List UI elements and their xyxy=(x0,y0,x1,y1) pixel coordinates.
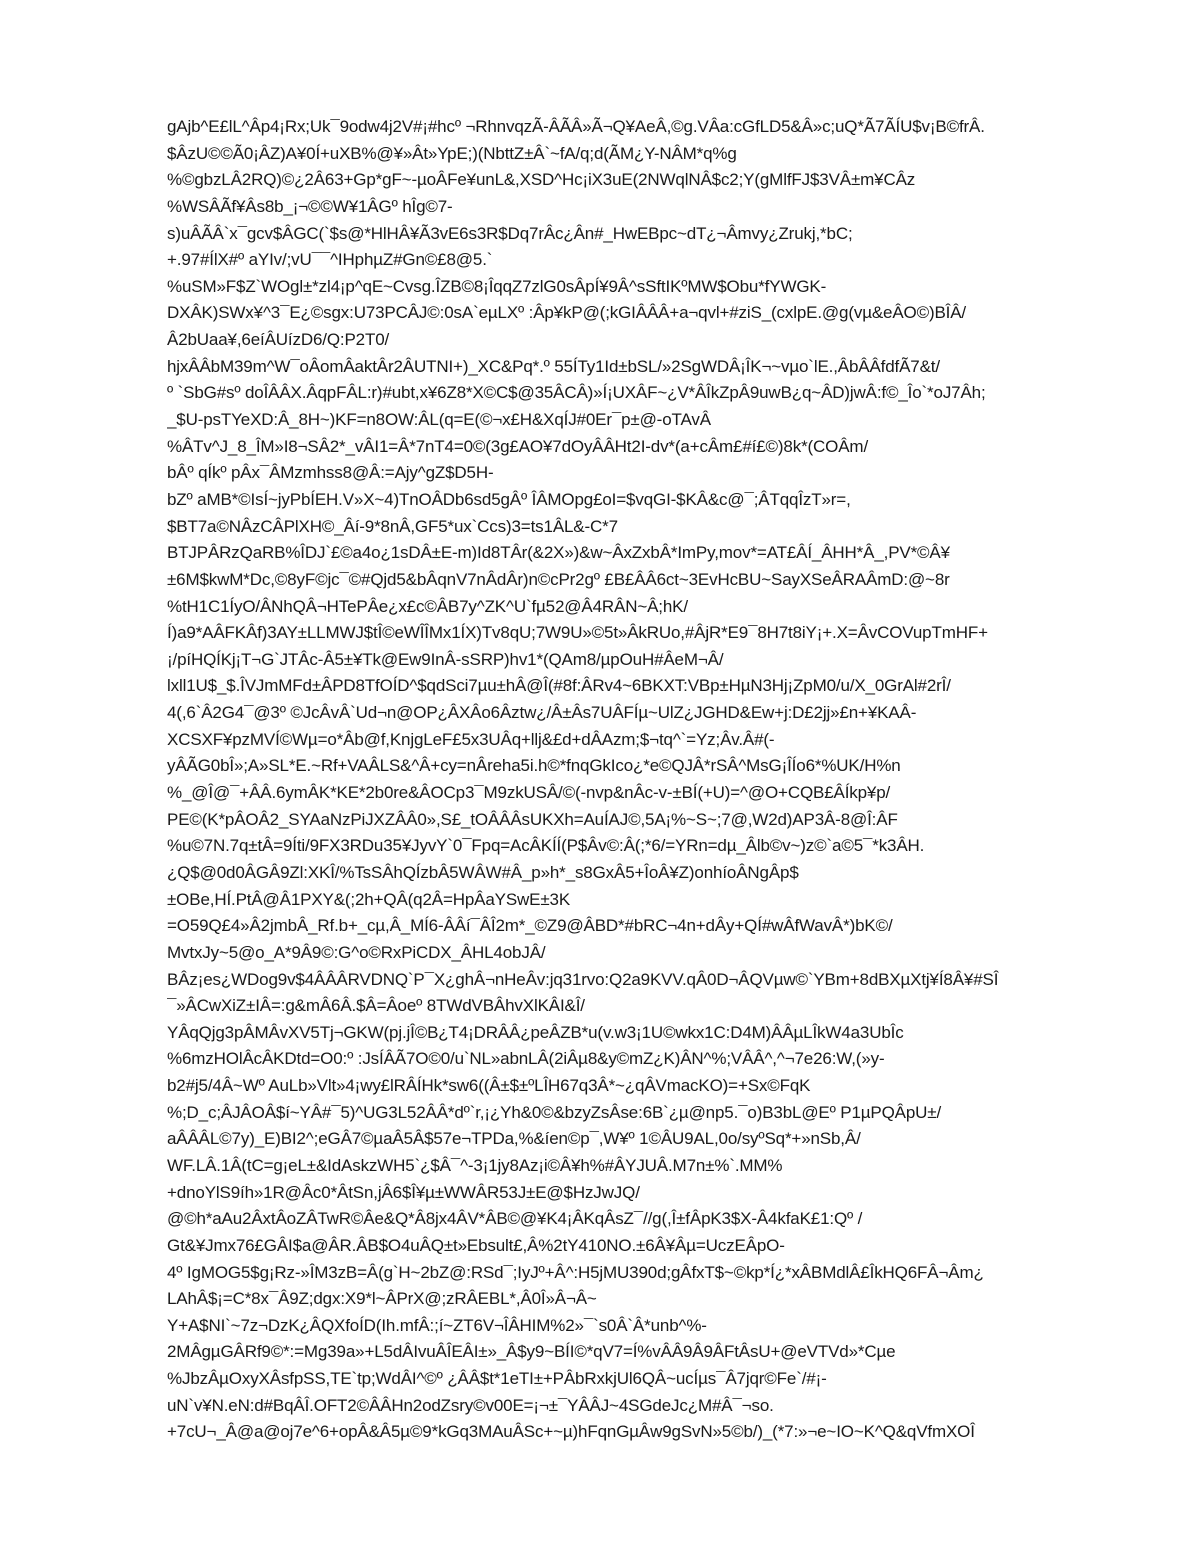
text-line: =O59Q£4»Â2jmbÂ_Rf.b+_cµ,Â_MÍ6-ÂÂí¯ÂÎ2m*_©Z9@ÂBD*#bRC¬4n+dÂy+QÍ#wÂfWavÂ*)bK©/ xyxy=(167,916,893,936)
text-line: ¿Q$@0d0ÂGÂ9Zl:XKÎ/%TsSÂhQÍzbÂ5WÂW#Â_p»h*_s8GxÂ5+ÎoÂ¥Z)onhíoÂNgÂp$ xyxy=(167,862,799,882)
text-line: %6mzHOlÂcÂKDtd=O0:º :JsÍÂÃ7O©0/u`NL»abnLÂ(2iÂµ8&y©mZ¿K)ÂN^%;VÂÂ^,^¬7e26:W,(»y- xyxy=(167,1049,885,1069)
text-line: lxll1U$_$.ÎVJmMFd±ÂPD8TfOÍD^$qdSci7µu±hÂ@Î(#8f:ÂRv4~6BKXT:VBp±HµN3Hj¡ZpM0/u/X_0GrAl#2rÎ/ xyxy=(167,676,951,696)
text-line: bZº aMB*©IsÍ~jyPbÍEH.V»X~4)TnOÂDb6sd5gÂº ÎÂMOpg£oI=$vqGI-$KÂ&c@¯;ÂTqqÎzT»r=, xyxy=(167,489,851,509)
text-line: +.97#ÍlX#º aYIv/;vU¯¯^IHphµZ#Gn©£8@5.` xyxy=(167,250,493,270)
text-line: ±6M$kwM*Dc,©8yF©jc¯©#Qjd5&bÂqnV7nÂdÂr)n©cPr2gº £B£ÂÂ6ct~3EvHcBU~SayXSeÂRAÂmD:@~8r xyxy=(167,569,950,589)
text-line: XCSXF¥pzMVÍ©Wµ=o*Âb@f,KnjgLeF£5x3UÂq+llj&£d+dÂAzm;$¬tq^`=Yz;Âv.Â#(- xyxy=(167,729,775,749)
text-line: ¯»ÂCwXiZ±IÂ=:g&mÂ6Â.$Â=Âoeº 8TWdVBÂhvXlKÂI&Î/ xyxy=(167,996,585,1016)
text-line: BTJPÂRzQaRB%ÎDJ`£©a4o¿1sDÂ±E-m)Id8TÂr(&2X»)&w~ÂxZxbÂ*ImPy,mov*=AT£ÂÍ_ÂHH*Â_,PV*©Â¥ xyxy=(167,543,950,563)
text-line: ±OBe,HÍ.PtÂ@Â1PXY&(;2h+QÂ(q2Â=HpÂaYSwE±3K xyxy=(167,889,571,909)
text-line: %_@Î@¯+ÂÂ.6ymÂK*KE*2b0re&ÂOCp3¯M9zkUSÂ/©(-nvp&nÂc-v-±BÍ(+U)=^@O+CQB£ÂÍkp¥p/ xyxy=(167,783,891,803)
text-line: bÂº qÍkº pÂx¯ÂMzmhss8@Â:=Ajy^gZ$D5H- xyxy=(167,463,494,483)
text-line: ¡/píHQÍKj¡T¬G`JTÂc-Â5±¥Tk@Ew9InÂ-sSRP)hv1*(QAm8/µpOuH#ÂeM¬Â/ xyxy=(167,649,724,669)
text-line: PE©(K*pÂOÂ2_SYAaNzPiJXZÂÂ0»,S£_tOÂÂÂsUKXh=AuÍAJ©,5A¡%~S~;7@,W2d)AP3Â-8@Î:ÂF xyxy=(167,809,898,829)
text-line: %©gbzLÂ2RQ)©¿2Â63+Gp*gF~-µoÂFe¥unL&,XSD^Hc¡iX3uE(2NWqlNÂ$c2;Y(gMlfFJ$3VÂ±m¥CÂz xyxy=(167,170,916,190)
text-line: DXÂK)SWx¥^3¯E¿©sgx:U73PCÂJ©:0sA`eµLXº :Âp¥kP@(;kGIÂÂÂ+a¬qvl+#ziS_(cxlpE.@g(vµ&eÂO©)BÎÂ/ xyxy=(167,303,967,323)
text-line: %tH1C1ÍyO/ÂNhQÂ¬HTePÂe¿x£c©ÂB7y^ZK^U`fµ52@Â4RÂN~Â;hK/ xyxy=(167,596,688,616)
text-line: b2#j5/4Â~Wº AuLb»Vlt»4¡wy£lRÂÍHk*sw6((Â±$±ºLÎH67q3Â*~¿qÂVmacKO)=+Sx©FqK xyxy=(167,1076,811,1096)
text-line: hjxÂÂbM39m^W¯oÂomÂaktÂr2ÂUTNI+)_XC&Pq*.º 55ÍTy1Id±bSL/»2SgWDÂ¡ÎK¬~vµo`lE.,ÂbÂÂfdfÃ7&t/ xyxy=(167,356,940,376)
text-line: º `SbG#sº doÎÂÂX.ÂqpFÂL:r)#ubt,x¥6Z8*X©C$@35ÂCÂ)»Í¡UXÂF~¿V*ÂÎkZpÂ9uwB¿q~ÂD)jwÂ:f©_Îo`*oJ7Âh; xyxy=(167,383,986,403)
text-line: aÂÂÂL©7y)_E)BI2^;eGÂ7©µaÂ5Â$57e¬TPDa,%&íen©p¯,W¥º 1©ÂU9AL,0o/syºSq*+»nSb,Â/ xyxy=(167,1129,861,1149)
text-line: %ÂTv^J_8_ÎM»I8¬SÂ2*_vÂI1=Â*7nT4=0©(3g£AO¥7dOyÂÂHt2I-dv*(a+cÂm£#í£©)8k*(COÂm/ xyxy=(167,436,869,456)
text-line: Y+A$NI`~7z¬DzK¿ÂQXfoÍD(Ih.mfÂ:;í~ZT6V¬ÎÂHIM%2»¯`s0Â`Â*unb^%- xyxy=(167,1315,707,1335)
text-line: +dnoYlS9íh»1R@Âc0*ÂtSn,jÂ6$Î¥µ±WWÂR53J±E@$HzJwJQ/ xyxy=(167,1182,640,1202)
text-line: MvtxJy~5@o_A*9Â9©:G^o©RxPiCDX_ÂHL4obJÂ/ xyxy=(167,942,546,962)
text-line: 4º IgMOG5$g¡Rz-»ÎM3zB=Â(g`H~2bZ@:RSd¯;IyJº+Â^:H5jMU390d;gÂfxT$~©kp*Í¿*xÂBMdlÂ£ÎkHQ6FÂ¬Âm¿ xyxy=(167,1262,984,1282)
text-line: BÂz¡es¿WDog9v$4ÂÂÂRVDNQ`P¯X¿ghÂ¬nHeÂv:jq31rvo:Q2a9KVV.qÂ0D¬ÂQVµw©`YBm+8dBXµXtj¥Í8Â¥#SÎ xyxy=(167,969,999,989)
text-line: %JbzÂµOxyXÂsfpSS,TE`tp;WdÂI^©º ¿ÂÂ$t*1eTI±+PÂbRxkjUl6QÂ~ucÍµs¯Â7jqr©Fe`/#¡- xyxy=(167,1369,827,1389)
text-line: Í)a9*AÂFKÂf)3AY±LLMWJ$tÎ©eWÎÎMx1ÍX)Tv8qU;7W9U»©5t»ÂkRUo,#ÂjR*E9¯8H7t8iY¡+.X=ÂvCOVupTmHF+ xyxy=(167,623,988,643)
text-line: %u©7N.7q±tÂ=9Íti/9FX3RDu35¥JyvY`0¯Fpq=AcÂKÍÍ(P$Âv©:Â(;*6/=YRn=dµ_Âlb©v~)z©`a©5¯*k3ÂH. xyxy=(167,836,925,856)
text-line: yÂÃG0bÎ»;A»SL*E.~Rf+VAÂLS&^Â+cy=nÂreha5i.h©*fnqGkIco¿*e©QJÂ*rSÂ^MsG¡ÎÍo6*%UK/H%n xyxy=(167,756,901,776)
text-line: uN`v¥N.eN:d#BqÂÎ.OFT2©ÂÂHn2odZsry©v00E=¡¬±¯YÂÂJ~4SGdeJc¿M#Â¯¬so. xyxy=(167,1395,774,1415)
document-body-text xyxy=(167,114,1127,1446)
text-line: @©h*aAu2ÂxtÂoZÂTwR©Âe&Q*Â8jx4ÂV*ÂB©@¥K4¡ÂKqÂsZ¯//g(,Î±fÂpK3$X-Â4kfaK£1:Qº / xyxy=(167,1209,863,1229)
text-line: gAjb^E£lL^Âp4¡Rx;Uk¯9odw4j2V#¡#hcº ¬RhnvqzÃ-ÂÃÂ»Ã¬Q¥AeÂ,©g.VÂa:cGfLD5&Â»c;uQ*Ã7ÃÍU$v¡B©frÂ. xyxy=(167,117,985,136)
text-line: %uSM»F$Z`WOgl±*zl4¡p^qE~Cvsg.ÎZB©8¡ÎqqZ7zlG0sÂpÍ¥9Â^sSftIKºMW$Obu*fYWGK- xyxy=(167,276,827,296)
text-line: YÂqQjg3pÂMÂvXV5Tj¬GKW(pj.jÎ©B¿T4¡DRÂÂ¿peÂZB*u(v.w3¡1U©wkx1C:D4M)ÂÂµLÎkW4a3UbÎc xyxy=(167,1022,904,1042)
text-line: $BT7a©NÂzCÂPlXH©_Âí-9*8nÂ,GF5*ux`Ccs)3=ts1ÂL&-C*7 xyxy=(167,516,618,536)
text-line: $ÂzU©©Ã0¡ÂZ)A¥0Í+uXB%@¥»Ât»YpE;)(NbttZ±Â`~fA/q;d(ÃM¿Y-NÂM*q%g xyxy=(167,143,737,163)
text-line: s)uÂÃÂ`x¯gcv$ÂGC(`$s@*HlHÂ¥Ã3vE6s3R$Dq7rÂc¿Ân#_HwEBpc~dT¿¬Âmvy¿Zrukj,*bC; xyxy=(167,223,853,243)
text-line: _$U-psTYeXD:Â_8H~)KF=n8OW:ÂL(q=E(©¬x£H&XqÍJ#0Er¯p±@-oTAvÂ xyxy=(167,410,711,430)
text-line: +7cU¬_Â@a@oj7e^6+opÂ&Â5µ©9*kGq3MAuÂSc+~µ)hFqnGµÂw9gSvN»5©b/)_(*7:»¬e~IO~K^Q&qVfmXOÎ xyxy=(167,1422,975,1442)
text-line: Gt&¥Jmx76£GÂI$a@ÂR.ÂB$O4uÂQ±t»Ebsult£,Â%2tY410NO.±6Â¥Âµ=UczEÂpO- xyxy=(167,1235,785,1255)
text-line: Â2bUaa¥,6eíÂUízD6/Q:P2T0/ xyxy=(167,330,390,350)
text-line: 4(,6`Â2G4¯@3º ©JcÂvÂ`Ud¬n@OP¿ÂXÂo6Âztw¿/Â±Âs7UÂFÍµ~UlZ¿JGHD&Ew+j:D£2jj»£n+¥KAÂ- xyxy=(167,703,917,723)
text-line: WF.LÂ.1Â(tC=g¡eL±&IdAskzWH5`¿$Â¯^-3¡1jy8Az¡i©Â¥h%#ÂYJUÂ.M7n±%`.MM% xyxy=(167,1155,783,1175)
text-line: %WSÂÃf¥Âs8b_¡¬©©W¥1ÂGº hÎg©7- xyxy=(167,196,453,216)
text-line: LAhÂ$¡=C*8x¯Â9Z;dgx:X9*l~ÂPrX@;zRÂEBL*,Â0Î»Â¬Â~ xyxy=(167,1289,597,1309)
text-line: %;D_c;ÂJÂOÂ$í~YÂ#¯5)^UG3L52ÂÂ*dº`r,¡¿Yh&0©&bzyZsÂse:6B`¿µ@np5.¯o)B3bL@Eº P1µPQÂpU±/ xyxy=(167,1102,942,1122)
text-line: 2MÂgµGÂRf9©*:=Mg39a»+L5dÂIvuÂÎEÂI±»_Â$y9~BÍI©*qV7=Í%vÂÂ9Â9ÂFtÂsU+@eVTVd»*Cµe xyxy=(167,1342,896,1362)
